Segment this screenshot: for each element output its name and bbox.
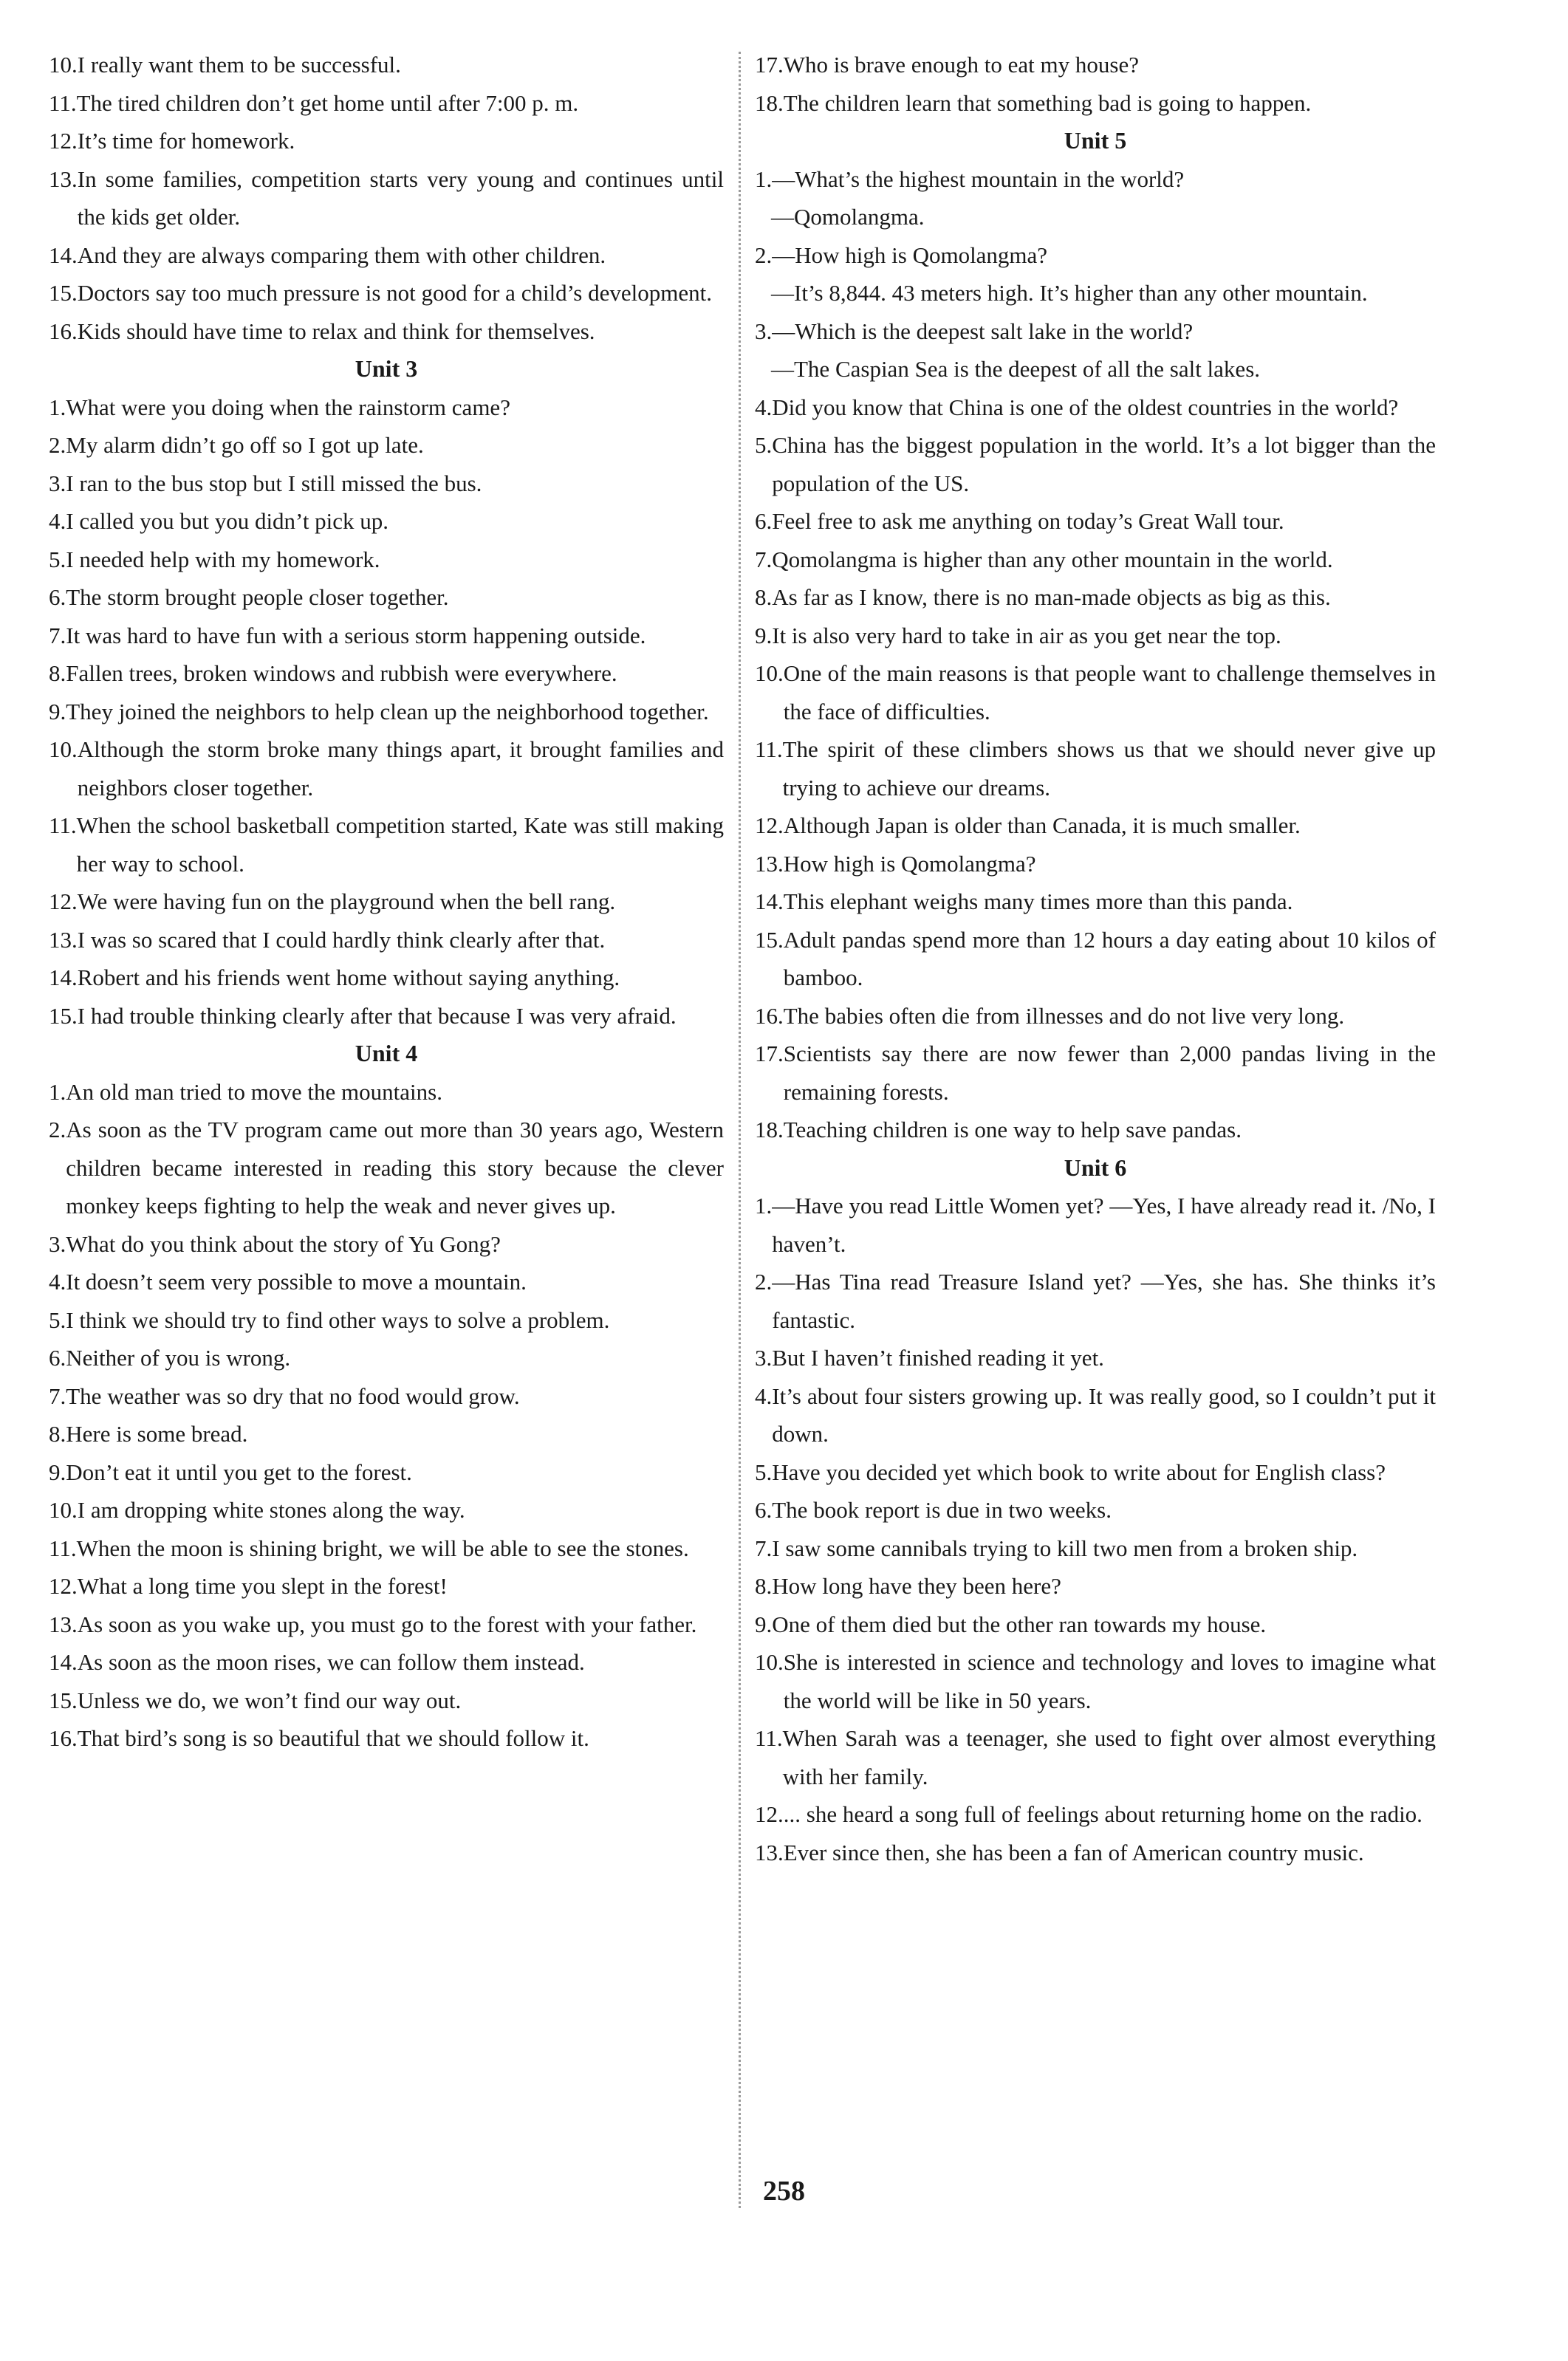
item-text: When Sarah was a teenager, she used to fight over almost everything with her family. [782,1725,1436,1789]
sentence-item [49,1111,724,1225]
item-number: 7. [49,622,66,648]
item-text: The babies often die from illnesses and do not live very long. [783,1002,1345,1029]
item-text: —How high is Qomolangma? [772,241,1048,268]
sentence-item [49,883,724,921]
item-number: 9. [49,1459,66,1485]
item-text: An old man tried to move the mountains. [66,1078,442,1105]
item-number: 9. [755,1611,773,1637]
sentence-item [49,1263,724,1301]
sentence-item [49,312,724,351]
item-number: 8. [755,584,773,610]
item-number: 16. [49,1725,78,1751]
item-text: My alarm didn’t go off so I got up late. [66,432,424,458]
item-number: 8. [49,660,66,686]
item-number: 2. [755,241,773,268]
sentence-item [755,730,1436,806]
item-number: 16. [49,318,78,344]
item-text: The storm brought people closer together. [66,584,449,610]
item-number: 3. [49,1230,66,1257]
item-text: As soon as the moon rises, we can follow them instead. [77,1649,585,1675]
item-text: When the school basketball competition started, Kate was still making her way to school. [76,812,724,877]
item-text: Although the storm broke many things apart, it brought families and neighbors closer together. [77,736,724,801]
item-number: 10. [49,736,78,762]
item-text: It doesn’t seem very possible to move a mountain. [66,1269,527,1295]
item-number: 9. [755,622,773,648]
sentence-item [755,502,1436,541]
sentence-item [755,1795,1436,1834]
item-text: When the moon is shining bright, we will be able to see the stones. [76,1535,689,1561]
sentence-item [49,654,724,693]
sentence-item [49,578,724,617]
item-number [755,274,771,312]
item-text: Here is some bread. [66,1421,248,1447]
unit-3-heading: Unit 3 [355,355,418,382]
item-text: We were having fun on the playground when the bell rang. [77,888,616,914]
right-column [755,46,1436,1871]
item-text: Have you decided yet which book to write about for English class? [772,1459,1386,1485]
sentence-item [755,1339,1436,1377]
sentence-item [755,1377,1436,1453]
item-text: I saw some cannibals trying to kill two men from a broken ship. [772,1535,1358,1561]
item-number: 2. [49,432,66,458]
page-number: 258 [763,2176,805,2207]
item-text: Who is brave enough to eat my house? [783,52,1139,78]
item-text: Scientists say there are now fewer than 2,000 pandas living in the remaining forests. [783,1041,1436,1105]
item-text: Ever since then, she has been a fan of American country music. [783,1839,1364,1865]
sentence-item [49,541,724,579]
sentence-item [49,1567,724,1606]
item-number: 2. [49,1117,66,1142]
sentence-item [755,1035,1436,1111]
sentence-item [755,1834,1436,1872]
item-text: As far as I know, there is no man-made objects as big as this. [772,584,1331,610]
item-text: Don’t eat it until you get to the forest. [66,1459,412,1485]
sentence-item [755,1606,1436,1644]
item-number: 10. [49,52,78,78]
sentence-item [755,160,1436,199]
item-text: One of the main reasons is that people want to challenge themselves in the face of difficulties. [783,660,1436,724]
item-text: —It’s 8,844. 43 meters high. It’s higher than any other mountain. [771,280,1368,306]
item-text: And they are always comparing them with other children. [77,241,606,268]
sentence-item [755,654,1436,730]
item-text: What a long time you slept in the forest! [77,1573,448,1599]
item-number: 14. [755,888,784,914]
item-number: 12. [49,1573,78,1599]
sentence-item [755,236,1436,275]
sentence-item [755,1719,1436,1795]
item-number: 15. [49,1687,78,1713]
item-number: 8. [755,1573,773,1599]
sentence-item [49,502,724,541]
sentence-item [49,1491,724,1529]
item-number: 11. [49,89,77,116]
sentence-item [755,1453,1436,1492]
sentence-item [755,84,1436,123]
sentence-item [49,730,724,806]
item-number: 10. [49,1497,78,1523]
item-text: This elephant weighs many times more than this panda. [783,888,1293,914]
unit-5-heading: Unit 5 [1064,127,1127,154]
item-text: —What’s the highest mountain in the world? [772,165,1185,192]
item-text: —Has Tina read Treasure Island yet? —Yes, she has. She thinks it’s fantastic. [772,1269,1436,1333]
item-number: 1. [755,1193,773,1219]
item-text: Robert and his friends went home without saying anything. [77,964,620,990]
sentence-item [755,198,1436,236]
item-number: 7. [49,1382,66,1409]
sentence-item [49,46,724,84]
item-text: —Qomolangma. [771,204,925,230]
item-text: Kids should have time to relax and think for themselves. [77,318,595,344]
item-number: 9. [49,698,66,724]
item-number: 5. [755,1459,773,1485]
item-text: What do you think about the story of Yu Gong? [66,1230,501,1257]
sentence-item [49,1301,724,1340]
item-text: I am dropping white stones along the way. [77,1497,465,1523]
item-text: Teaching children is one way to help save pandas. [783,1117,1242,1142]
item-number: 3. [755,1345,773,1371]
item-number: 6. [755,508,773,534]
item-number: 5. [49,1306,66,1333]
item-text: The weather was so dry that no food would grow. [66,1382,520,1409]
sentence-item [755,806,1436,845]
item-text: The book report is due in two weeks. [772,1497,1112,1523]
item-text: Adult pandas spend more than 12 hours a day eating about 10 kilos of bamboo. [783,926,1436,990]
sentence-item [49,806,724,883]
item-number: 14. [49,1649,78,1675]
item-text: I ran to the bus stop but I still missed the bus. [66,470,482,496]
item-text: Unless we do, we won’t find our way out. [77,1687,462,1713]
item-text: I had trouble thinking clearly after that because I was very afraid. [77,1002,677,1029]
sentence-item [49,1073,724,1111]
sentence-item [755,1111,1436,1149]
item-number: 15. [755,926,784,953]
item-text: That bird’s song is so beautiful that we should follow it. [77,1725,589,1751]
item-number: 3. [755,318,773,344]
sentence-item [755,312,1436,351]
sentence-item [49,617,724,655]
item-number: 6. [49,1345,66,1371]
sentence-item [755,1491,1436,1529]
item-text: Although Japan is older than Canada, it is much smaller. [783,812,1301,838]
item-number: 18. [755,89,784,116]
sentence-item [49,274,724,312]
item-number: 13. [755,850,784,877]
item-number: 5. [49,546,66,572]
item-text: It’s time for homework. [77,128,295,154]
item-number: 5. [755,432,773,458]
sentence-item [755,388,1436,427]
item-text: I needed help with my homework. [66,546,380,572]
item-text: ... she heard a song full of feelings about returning home on the radio. [783,1801,1423,1827]
sentence-item [755,46,1436,84]
item-number: 14. [49,964,78,990]
sentence-item [49,1719,724,1758]
sentence-item [49,1529,724,1568]
item-text: How high is Qomolangma? [783,850,1036,877]
sentence-item [755,1529,1436,1568]
sentence-item [755,1567,1436,1606]
sentence-item [755,617,1436,655]
item-text: —Have you read Little Women yet? —Yes, I have already read it. /No, I haven’t. [772,1193,1436,1257]
sentence-item [755,1643,1436,1719]
item-text: What were you doing when the rainstorm came? [66,394,510,420]
sentence-item [49,959,724,997]
sentence-item [49,426,724,465]
item-text: One of them died but the other ran towards my house. [772,1611,1267,1637]
item-number: 4. [49,508,66,534]
item-text: Did you know that China is one of the oldest countries in the world? [772,394,1399,420]
item-text: Neither of you is wrong. [66,1345,291,1371]
unit-5-items [755,160,1436,1149]
item-text: Doctors say too much pressure is not good for a child’s development. [77,280,712,306]
sentence-item [49,1339,724,1377]
sentence-item [49,236,724,275]
sentence-item [755,1263,1436,1339]
item-number: 1. [49,394,66,420]
item-number: 12. [49,128,78,154]
sentence-item [49,1377,724,1416]
item-number: 11. [755,736,783,762]
item-number: 11. [49,1535,77,1561]
item-text: I really want them to be successful. [77,52,401,78]
sentence-item [49,921,724,959]
item-number: 8. [49,1421,66,1447]
item-text: How long have they been here? [772,1573,1061,1599]
item-number [755,198,771,236]
item-number: 13. [49,165,78,192]
item-number: 4. [49,1269,66,1295]
unit-4-heading: Unit 4 [355,1040,418,1066]
item-number [755,350,771,388]
sentence-item [755,1187,1436,1263]
item-number: 14. [49,241,78,268]
item-text: In some families, competition starts very young and continues until the kids get older. [77,165,724,230]
item-text: As soon as the TV program came out more than 30 years ago, Western children became interested in reading this story because the clever monkey keeps fighting to help the weak and never gives up. [66,1117,724,1219]
sentence-item [49,997,724,1035]
item-list-left-top [49,46,724,350]
item-text: They joined the neighbors to help clean up the neighborhood together. [66,698,709,724]
item-text: Feel free to ask me anything on today’s Great Wall tour. [772,508,1284,534]
sentence-item [49,1643,724,1682]
item-number: 12. [49,888,78,914]
item-number: 4. [755,394,773,420]
unit-6-heading: Unit 6 [1064,1154,1127,1181]
item-number: 2. [755,1269,773,1295]
item-number: 18. [755,1117,784,1142]
sentence-item [755,350,1436,388]
sentence-item [49,1682,724,1720]
item-number: 13. [755,1839,784,1865]
item-number: 7. [755,546,773,572]
item-text: Qomolangma is higher than any other mountain in the world. [772,546,1333,572]
sentence-item [755,426,1436,502]
item-number: 12. [755,1801,784,1827]
item-number: 17. [755,52,784,78]
item-text: I called you but you didn’t pick up. [66,508,389,534]
unit-3-items [49,388,724,1035]
sentence-item [49,84,724,123]
item-number: 1. [49,1078,66,1105]
sentence-item [755,921,1436,997]
sentence-item [755,541,1436,579]
item-text: —The Caspian Sea is the deepest of all the salt lakes. [771,356,1261,382]
item-text: The children learn that something bad is going to happen. [783,89,1312,116]
item-number: 13. [49,1611,78,1637]
item-text: It is also very hard to take in air as you get near the top. [772,622,1281,648]
item-number: 12. [755,812,784,838]
sentence-item [49,1415,724,1453]
item-number: 15. [49,280,78,306]
sentence-item [49,122,724,160]
item-number: 6. [755,1497,773,1523]
item-text: I was so scared that I could hardly think clearly after that. [77,926,606,953]
sentence-item [755,274,1436,312]
sentence-item [49,1453,724,1492]
item-text: —Which is the deepest salt lake in the world? [772,318,1194,344]
item-number: 11. [755,1725,783,1751]
item-number: 11. [49,812,77,838]
sentence-item [49,693,724,731]
item-list-right-top [755,46,1436,122]
item-number: 6. [49,584,66,610]
left-column [49,46,724,1758]
item-number: 13. [49,926,78,953]
item-text: But I haven’t finished reading it yet. [772,1345,1104,1371]
sentence-item [49,160,724,236]
item-text: As soon as you wake up, you must go to the forest with your father. [77,1611,697,1637]
unit-6-items [755,1187,1436,1871]
item-text: It’s about four sisters growing up. It was really good, so I couldn’t put it down. [772,1382,1436,1447]
item-text: She is interested in science and technology and loves to imagine what the world will be like in 50 years. [783,1649,1436,1713]
item-text: The tired children don’t get home until after 7:00 p. m. [76,89,579,116]
item-number: 10. [755,1649,784,1675]
item-number: 1. [755,165,773,192]
item-number: 15. [49,1002,78,1029]
sentence-item [49,388,724,427]
sentence-item [755,997,1436,1035]
sentence-item [755,883,1436,921]
item-number: 7. [755,1535,773,1561]
column-divider [739,52,741,2208]
sentence-item [49,465,724,503]
item-text: Fallen trees, broken windows and rubbish were everywhere. [66,660,617,686]
item-number: 16. [755,1002,784,1029]
sentence-item [755,845,1436,883]
item-number: 10. [755,660,784,686]
item-text: The spirit of these climbers shows us that we should never give up trying to achieve our dreams. [782,736,1436,801]
item-number: 4. [755,1382,773,1409]
sentence-item [49,1606,724,1644]
item-text: It was hard to have fun with a serious storm happening outside. [66,622,646,648]
item-text: I think we should try to find other ways to solve a problem. [66,1306,610,1333]
sentence-item [755,578,1436,617]
item-number: 3. [49,470,66,496]
item-number: 17. [755,1041,784,1066]
unit-4-items [49,1073,724,1758]
item-text: China has the biggest population in the world. It’s a lot bigger than the population of the US. [772,432,1436,496]
sentence-item [49,1225,724,1264]
